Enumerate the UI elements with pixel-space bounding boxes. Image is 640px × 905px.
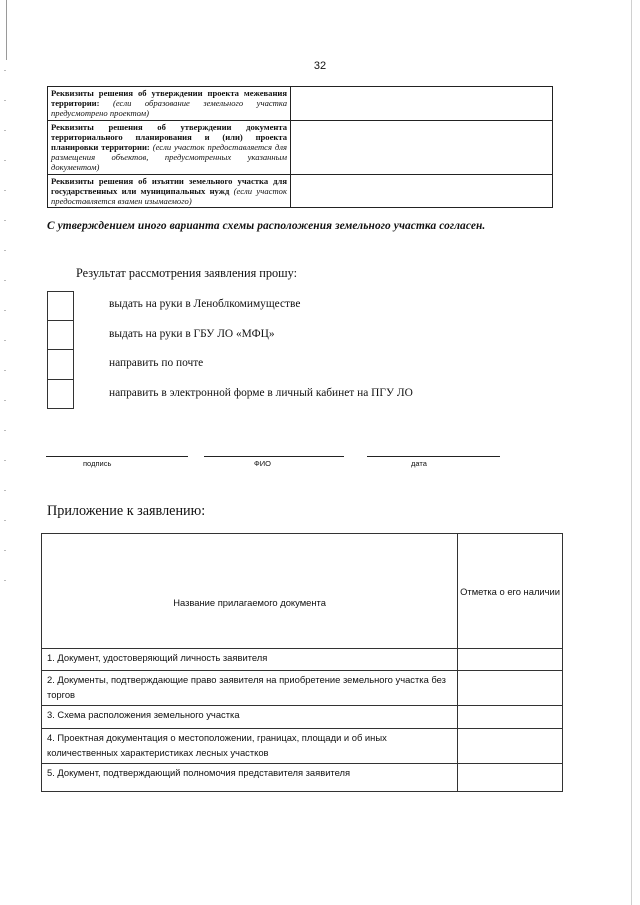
details-row <box>48 87 553 121</box>
attachment-row <box>42 649 563 671</box>
details-row <box>48 174 553 208</box>
attachment-name: 2. Документы, подтверждающие право заявителя на приобретение земельного участка без торгов <box>42 671 458 706</box>
details-value-cell[interactable] <box>291 174 553 208</box>
attachment-row <box>42 764 563 792</box>
attachment-mark-cell[interactable] <box>458 649 563 671</box>
details-label-main: Реквизиты решения об изъятии земельного участка для государственных или муниципальных нужд <box>51 175 287 196</box>
attachment-row <box>42 729 563 764</box>
details-label-main: Реквизиты решения об утверждении документа территориального планирования и (или) проекта планировки территории: <box>51 121 287 153</box>
attachments-header-row <box>42 534 563 649</box>
delivery-options <box>47 291 507 409</box>
delivery-option <box>47 291 507 321</box>
option-checkbox[interactable] <box>47 380 74 410</box>
option-label: направить по почте <box>109 357 204 369</box>
date-line[interactable] <box>367 456 500 471</box>
signature-caption: подпись <box>83 459 112 468</box>
attachment-name: 1. Документ, удостоверяющий личность заявителя <box>42 649 458 671</box>
scan-edge-line <box>6 0 7 60</box>
option-checkbox[interactable] <box>47 350 74 380</box>
attachment-name: 4. Проектная документация о местоположении, границах, площади и об иных количественных характеристиках лесных участков <box>42 729 458 764</box>
option-checkbox[interactable] <box>47 291 74 321</box>
details-row <box>48 120 553 174</box>
header-presence-mark: Отметка о его наличии <box>458 534 563 649</box>
appendix-title: Приложение к заявлению: <box>47 503 206 519</box>
attachment-mark-cell[interactable] <box>458 706 563 729</box>
delivery-option <box>47 350 507 380</box>
delivery-option <box>47 380 507 410</box>
signature-line[interactable] <box>46 456 188 471</box>
details-table <box>47 86 553 208</box>
option-label: выдать на руки в ГБУ ЛО «МФЦ» <box>109 327 275 340</box>
delivery-option <box>47 321 507 351</box>
result-request-title: Результат рассмотрения заявления прошу: <box>76 266 298 280</box>
scan-artifact <box>4 70 6 590</box>
option-label: выдать на руки в Ленoблкомимуществе <box>109 298 301 310</box>
option-label: направить в электронной форме в личный кабинет на ПГУ ЛО <box>109 386 413 399</box>
attachment-row <box>42 706 563 729</box>
full-name-line[interactable] <box>204 456 344 471</box>
header-document-name: Название прилагаемого документа <box>42 534 458 649</box>
attachment-mark-cell[interactable] <box>458 764 563 792</box>
scan-edge-line <box>631 0 632 905</box>
attachment-mark-cell[interactable] <box>458 671 563 706</box>
attachment-row <box>42 671 563 706</box>
details-value-cell[interactable] <box>291 120 553 174</box>
details-value-cell[interactable] <box>291 87 553 121</box>
date-caption: дата <box>411 459 427 468</box>
details-label <box>48 174 291 208</box>
option-checkbox[interactable] <box>47 321 74 351</box>
details-label-main: Реквизиты решения об утверждении проекта межевания территории: <box>51 88 287 109</box>
attachment-name: 5. Документ, подтверждающий полномочия представителя заявителя <box>42 764 458 792</box>
attachment-mark-cell[interactable] <box>458 729 563 764</box>
details-label-note: (если участок предоставляется взамен изымаемого) <box>51 185 287 207</box>
details-label-note: (если участок предоставляется для размещения объектов, предусмотренных указанным документом) <box>51 142 287 173</box>
page-number: 32 <box>313 60 327 72</box>
full-name-caption: ФИО <box>254 459 271 468</box>
details-label <box>48 87 291 121</box>
attachments-table <box>41 533 563 792</box>
details-label-note: (если образование земельного участка предусмотрено проектом) <box>51 98 287 119</box>
consent-statement: С утверждением иного варианта схемы расположения земельного участка согласен. <box>47 220 486 232</box>
details-label <box>48 120 291 174</box>
attachment-name: 3. Схема расположения земельного участка <box>42 706 458 729</box>
